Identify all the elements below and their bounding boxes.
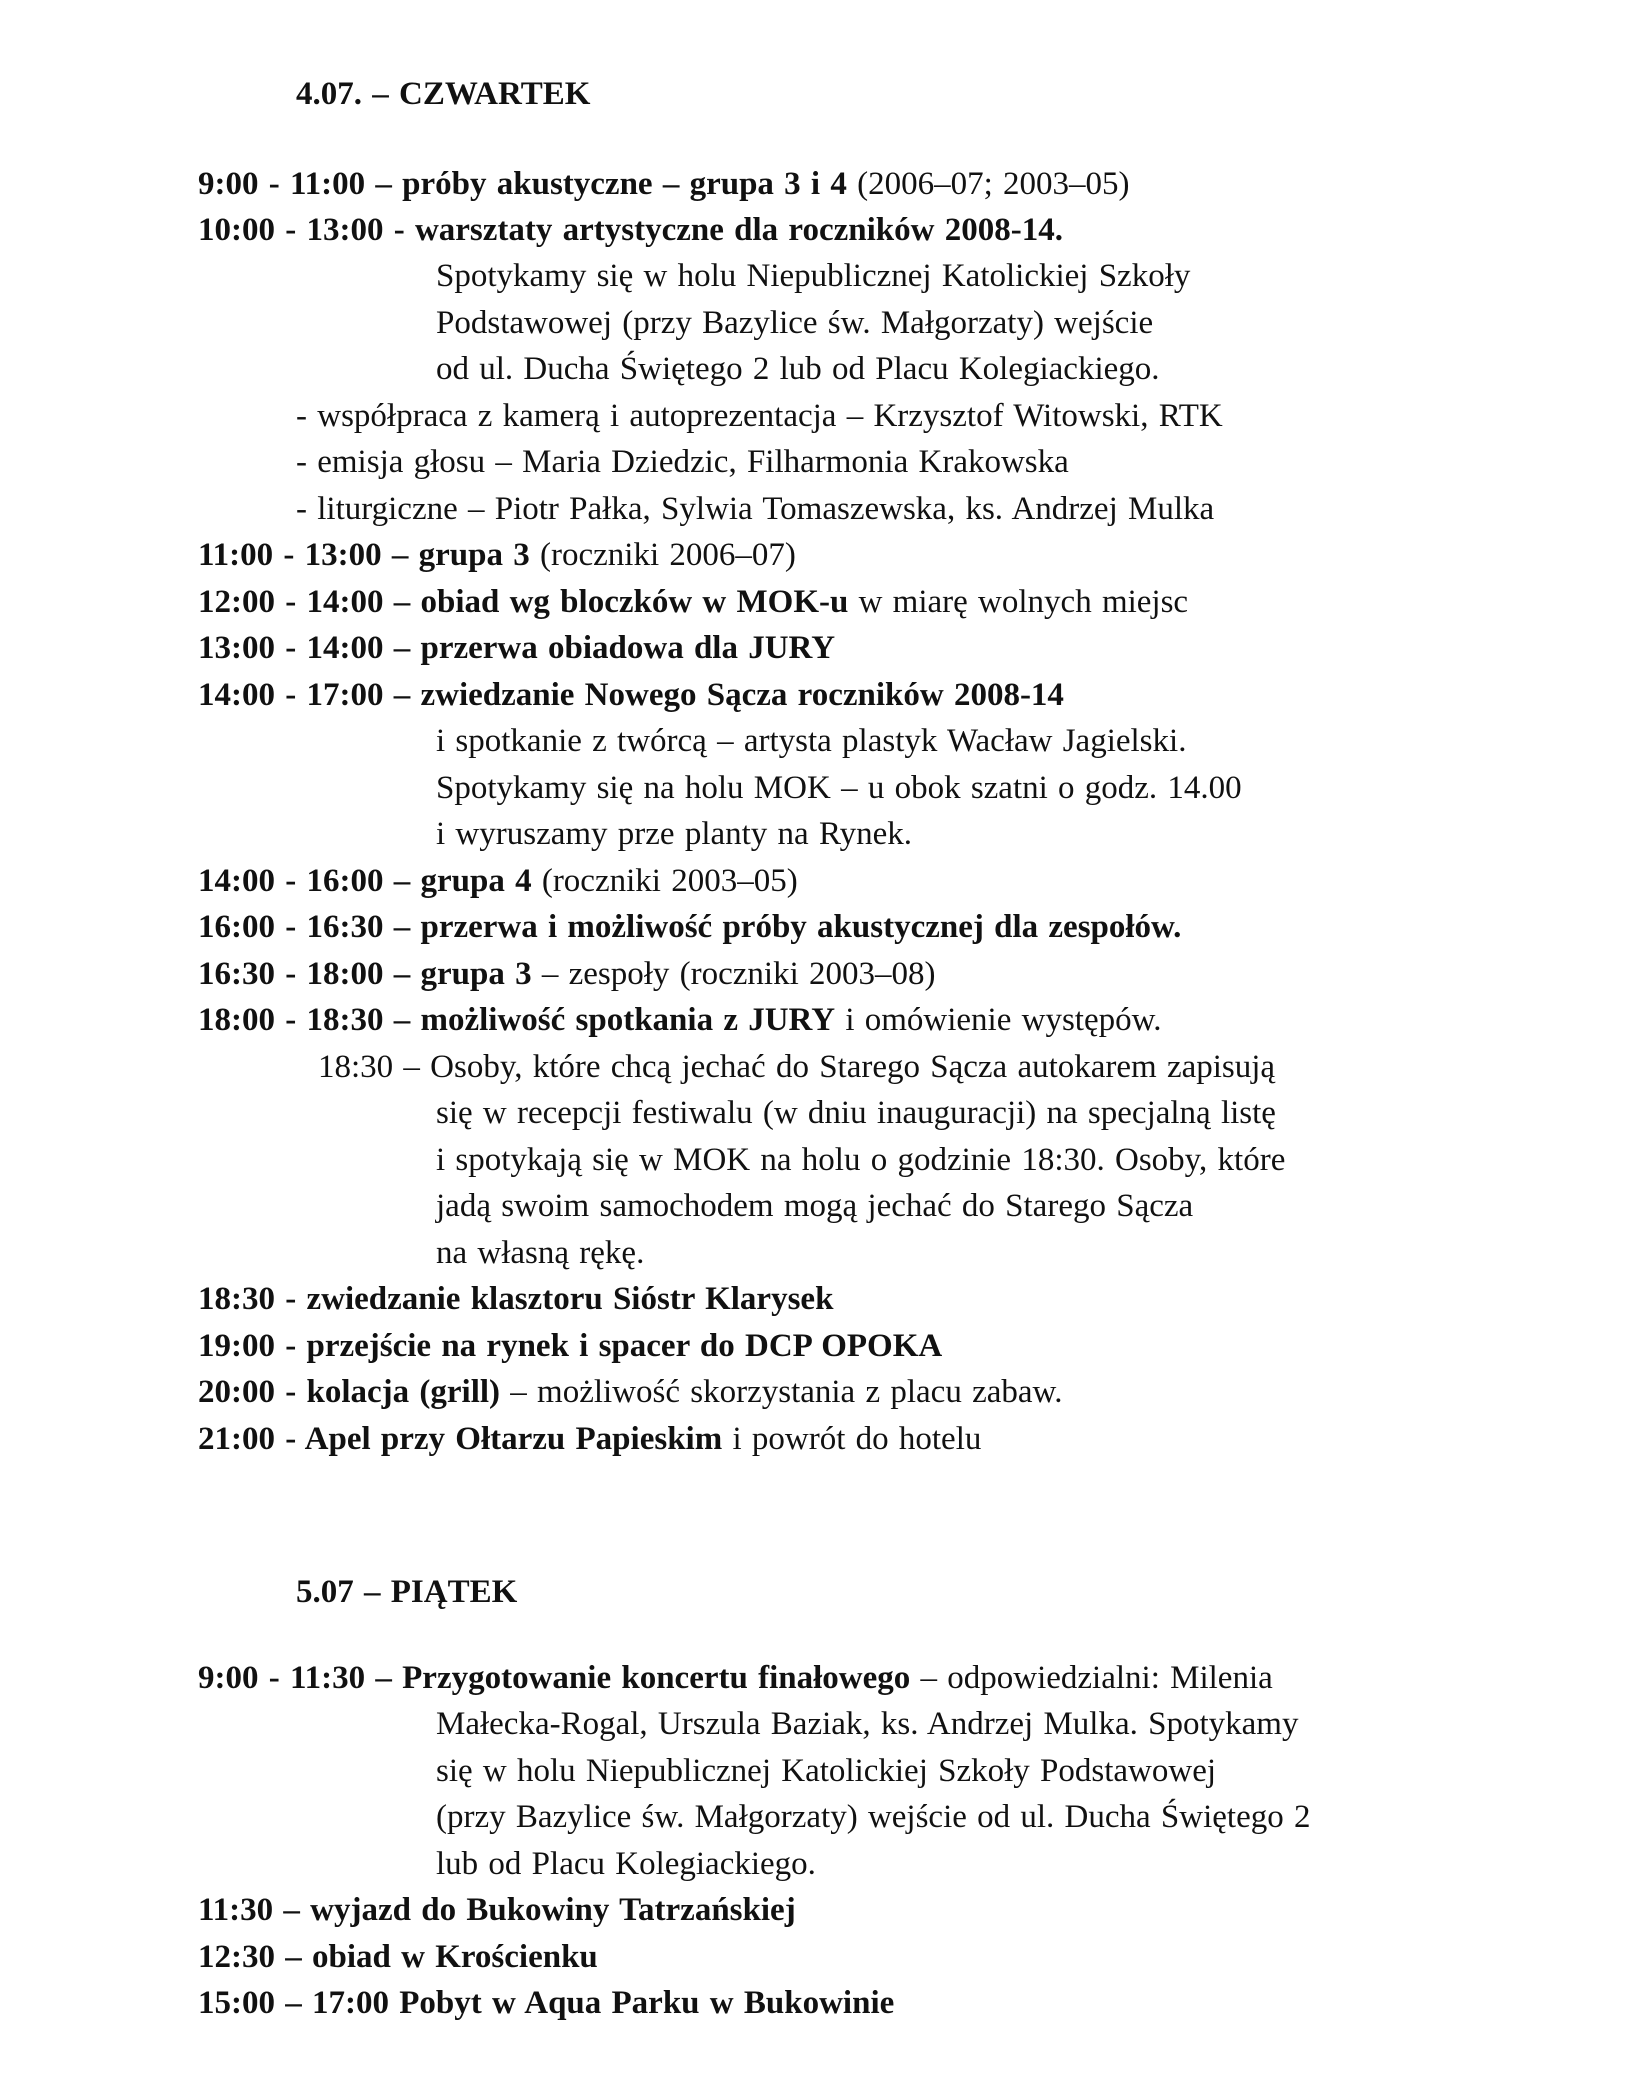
workshop-item: - emisja głosu – Maria Dziedzic, Filharmonia Krakowska bbox=[296, 444, 1069, 480]
workshop-item: - liturgiczne – Piotr Pałka, Sylwia Tomaszewska, ks. Andrzej Mulka bbox=[296, 491, 1215, 527]
schedule-row-continuation: Podstawowej (przy Bazylice św. Małgorzaty) wejście bbox=[436, 305, 1154, 341]
schedule-row-continuation: Spotykamy się w holu Niepublicznej Katolickiej Szkoły bbox=[436, 258, 1191, 294]
schedule-row: 11:00 - 13:00 – grupa 3 (roczniki 2006–07) bbox=[198, 537, 796, 573]
schedule-row: 9:00 - 11:30 – Przygotowanie koncertu finałowego – odpowiedzialni: Milenia bbox=[198, 1660, 1273, 1696]
schedule-row-continuation: Małecka-Rogal, Urszula Baziak, ks. Andrzej Mulka. Spotykamy bbox=[436, 1706, 1299, 1742]
schedule-row: 18:00 - 18:30 – możliwość spotkania z JURY i omówienie występów. bbox=[198, 1002, 1162, 1038]
schedule-row: 11:30 – wyjazd do Bukowiny Tatrzańskiej bbox=[198, 1892, 796, 1928]
schedule-row-continuation: (przy Bazylice św. Małgorzaty) wejście od ul. Ducha Świętego 2 bbox=[436, 1799, 1311, 1835]
schedule-row: 12:30 – obiad w Krościenku bbox=[198, 1939, 598, 1975]
schedule-row-continuation: jadą swoim samochodem mogą jechać do Starego Sącza bbox=[436, 1188, 1194, 1224]
schedule-row: 10:00 - 13:00 - warsztaty artystyczne dla roczników 2008-14. bbox=[198, 212, 1063, 248]
schedule-row: 14:00 - 16:00 – grupa 4 (roczniki 2003–05) bbox=[198, 863, 798, 899]
day-heading-thursday: 4.07. – CZWARTEK bbox=[296, 76, 591, 112]
schedule-row-continuation: na własną rękę. bbox=[436, 1235, 645, 1271]
schedule-row-continuation: Spotykamy się na holu MOK – u obok szatni o godz. 14.00 bbox=[436, 770, 1242, 806]
schedule-row-continuation: i spotykają się w MOK na holu o godzinie 18:30. Osoby, które bbox=[436, 1142, 1286, 1178]
schedule-row: 19:00 - przejście na rynek i spacer do DCP OPOKA bbox=[198, 1328, 943, 1364]
schedule-row: 9:00 - 11:00 – próby akustyczne – grupa 3 i 4 (2006–07; 2003–05) bbox=[198, 166, 1130, 202]
schedule-row: 15:00 – 17:00 Pobyt w Aqua Parku w Bukowinie bbox=[198, 1985, 895, 2021]
schedule-row-continuation: i spotkanie z twórcą – artysta plastyk Wacław Jagielski. bbox=[436, 723, 1187, 759]
schedule-row-continuation: się w recepcji festiwalu (w dniu inauguracji) na specjalną listę bbox=[436, 1095, 1276, 1131]
day-heading-friday: 5.07 – PIĄTEK bbox=[296, 1574, 518, 1610]
schedule-row: 18:30 – Osoby, które chcą jechać do Starego Sącza autokarem zapisują bbox=[318, 1049, 1276, 1085]
schedule-row: 21:00 - Apel przy Ołtarzu Papieskim i powrót do hotelu bbox=[198, 1421, 982, 1457]
workshop-item: - współpraca z kamerą i autoprezentacja – Krzysztof Witowski, RTK bbox=[296, 398, 1223, 434]
schedule-row-continuation: i wyruszamy prze planty na Rynek. bbox=[436, 816, 913, 852]
schedule-row-continuation: od ul. Ducha Świętego 2 lub od Placu Kolegiackiego. bbox=[436, 351, 1160, 387]
schedule-row: 16:30 - 18:00 – grupa 3 – zespoły (roczniki 2003–08) bbox=[198, 956, 936, 992]
schedule-row: 12:00 - 14:00 – obiad wg bloczków w MOK-u w miarę wolnych miejsc bbox=[198, 584, 1189, 620]
schedule-row: 16:00 - 16:30 – przerwa i możliwość próby akustycznej dla zespołów. bbox=[198, 909, 1182, 945]
schedule-row-continuation: lub od Placu Kolegiackiego. bbox=[436, 1846, 816, 1882]
schedule-row: 14:00 - 17:00 – zwiedzanie Nowego Sącza roczników 2008-14 bbox=[198, 677, 1064, 713]
schedule-row: 18:30 - zwiedzanie klasztoru Sióstr Klarysek bbox=[198, 1281, 834, 1317]
schedule-row: 13:00 - 14:00 – przerwa obiadowa dla JURY bbox=[198, 630, 836, 666]
schedule-row-continuation: się w holu Niepublicznej Katolickiej Szkoły Podstawowej bbox=[436, 1753, 1217, 1789]
schedule-row: 20:00 - kolacja (grill) – możliwość skorzystania z placu zabaw. bbox=[198, 1374, 1063, 1410]
